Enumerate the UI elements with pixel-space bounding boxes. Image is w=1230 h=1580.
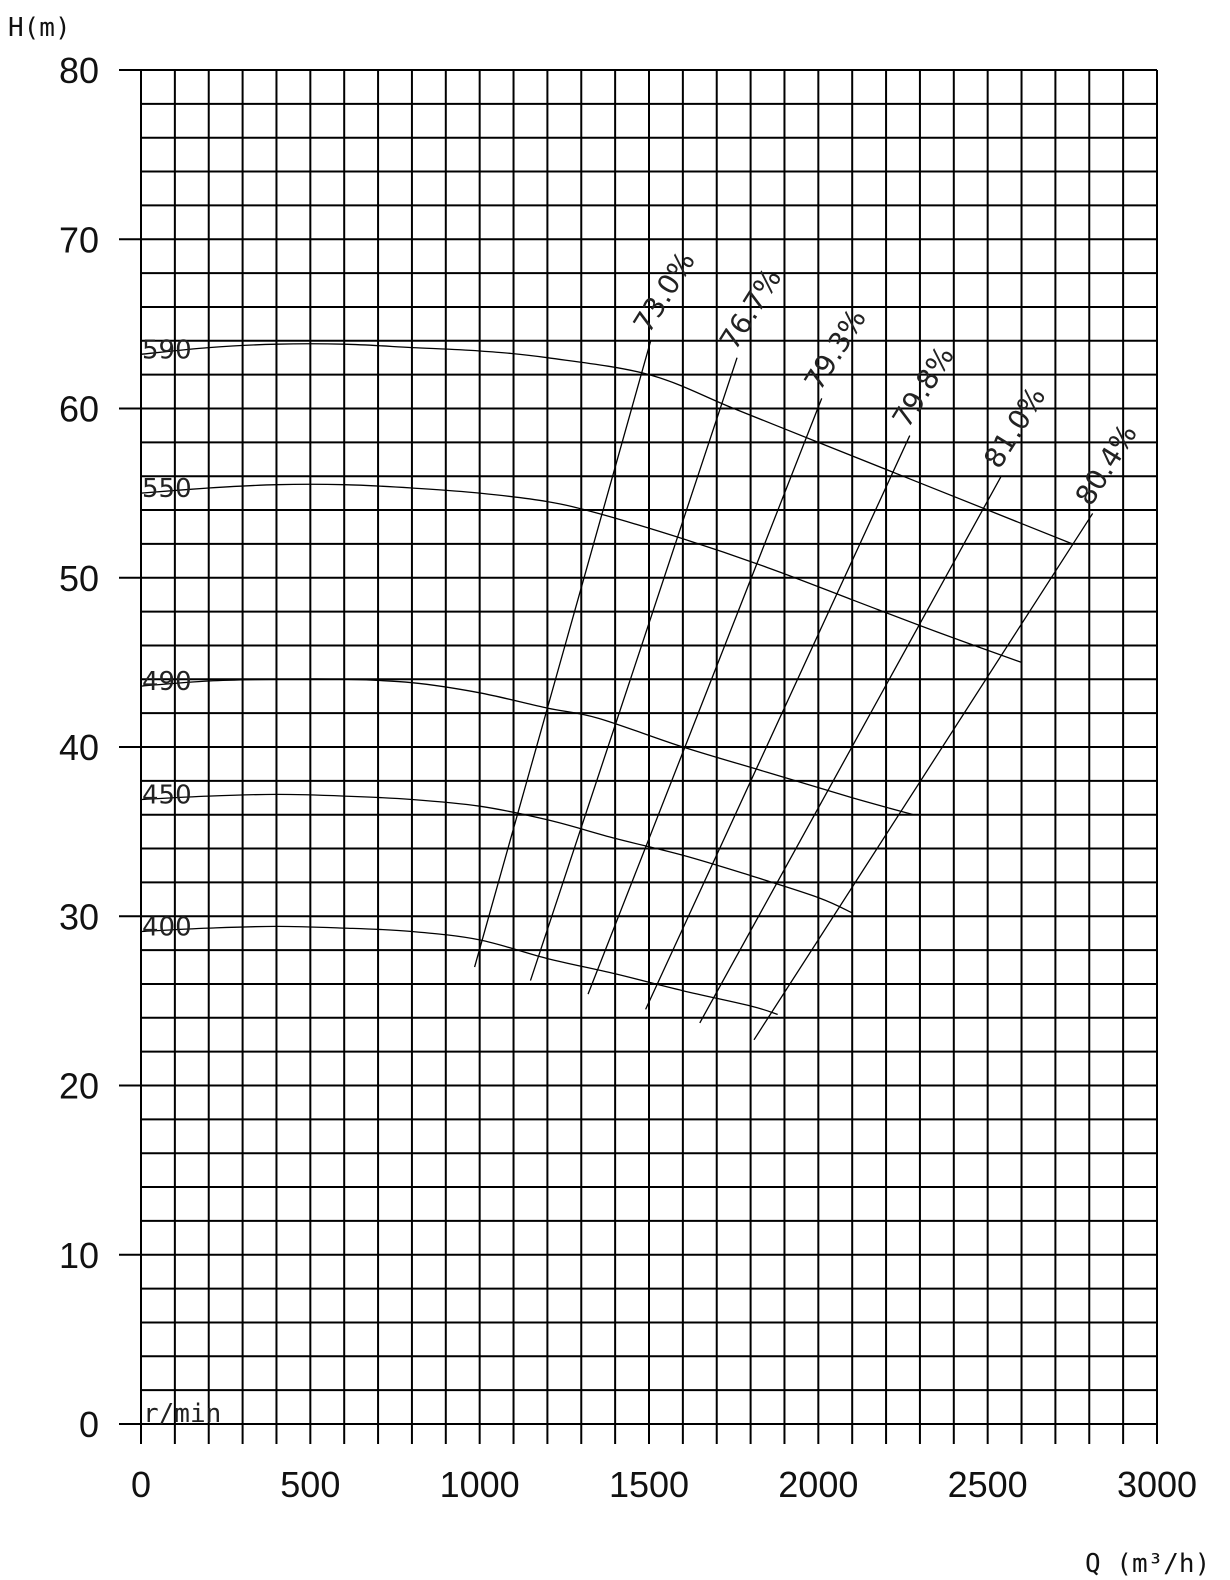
efficiency-label-79.8%: 79.8% bbox=[885, 340, 961, 434]
x-tick-label: 0 bbox=[130, 1464, 152, 1505]
efficiency-label-73.0%: 73.0% bbox=[626, 245, 702, 339]
y-tick-label: 80 bbox=[58, 50, 99, 91]
y-tick-label: 50 bbox=[58, 557, 99, 599]
speed-label-490: 490 bbox=[142, 667, 192, 698]
efficiency-line-80.4% bbox=[754, 513, 1093, 1039]
labels bbox=[59, 50, 1197, 1505]
efficiency-line-81.0% bbox=[700, 476, 1001, 1023]
efficiency-label-76.7%: 76.7% bbox=[713, 262, 789, 356]
x-tick-label: 2500 bbox=[947, 1464, 1028, 1505]
y-tick-label: 40 bbox=[58, 727, 99, 768]
x-tick-label: 500 bbox=[280, 1464, 341, 1505]
x-tick-label: 1000 bbox=[439, 1464, 520, 1505]
x-tick-label: 1500 bbox=[608, 1464, 690, 1505]
y-tick-label: 10 bbox=[58, 1234, 99, 1276]
efficiency-line-73.0% bbox=[475, 341, 651, 967]
efficiency-label-79.3%: 79.3% bbox=[797, 303, 873, 397]
y-tick-label: 30 bbox=[58, 896, 99, 938]
y-axis-title: H(m) bbox=[8, 13, 71, 43]
y-tick-label: 20 bbox=[58, 1065, 99, 1107]
grid bbox=[119, 70, 1157, 1444]
x-tick-label: 3000 bbox=[1116, 1464, 1198, 1505]
speed-unit-label: r/min bbox=[143, 1399, 222, 1429]
efficiency-label-81.0%: 81.0% bbox=[977, 380, 1053, 474]
efficiency-line-79.8% bbox=[646, 436, 910, 1010]
efficiency-line-79.3% bbox=[588, 398, 822, 994]
efficiency-label-80.4%: 80.4% bbox=[1068, 418, 1144, 512]
x-axis-title: Q (m³/h) bbox=[1085, 1549, 1211, 1579]
efficiency-line-76.7% bbox=[530, 358, 737, 981]
speed-label-590: 590 bbox=[142, 335, 192, 366]
y-tick-label: 60 bbox=[58, 388, 99, 430]
speed-label-550: 550 bbox=[142, 474, 192, 505]
y-tick-label: 70 bbox=[58, 219, 99, 261]
speed-label-450: 450 bbox=[142, 780, 192, 811]
speed-label-400: 400 bbox=[142, 912, 192, 943]
y-tick-label: 0 bbox=[78, 1404, 99, 1445]
head-curve-450 bbox=[141, 794, 852, 913]
x-tick-label: 2000 bbox=[778, 1464, 859, 1505]
